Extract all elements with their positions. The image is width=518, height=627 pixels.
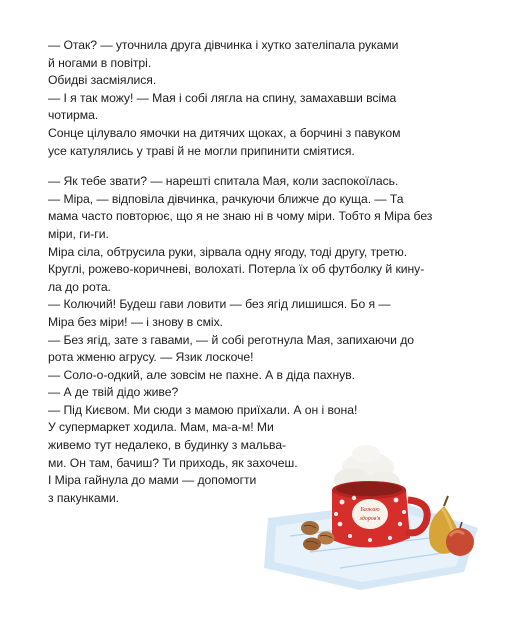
text-line: живемо тут недалеко, в будинку з мальва- (48, 438, 287, 453)
text-line: Сонце цілувало ямочки на дитячих щоках, а борчині з павуком (48, 125, 401, 140)
svg-text:здоров'я: здоров'я (359, 516, 381, 522)
text-line: усе катулялись у траві й не могли припинити сміятися. (48, 143, 355, 158)
text-line: — І я так можу! — Мая і собі лягла на спину, замахавши всіма (48, 90, 397, 105)
story-text (48, 37, 453, 507)
text-line: мама часто повторює, що я не знаю ні в чому міри. Тобто я Міра без (48, 209, 433, 224)
text-line: чотирма. (48, 108, 99, 123)
text-line: Міра сіла, обтрусила руки, зірвала одну ягоду, тоді другу, третю. (48, 244, 408, 259)
cup-and-fruit-illustration (250, 440, 490, 600)
text-line: — Під Києвом. Ми сюди з мамою приїхали. А он і вона! (48, 402, 358, 417)
text-line: Обидві засміялися. (48, 73, 157, 88)
text-line: й ногами в повітрі. (48, 55, 152, 70)
text-line: — Міра, — відповіла дівчинка, рачкуючи ближче до куща. — Та (48, 191, 404, 206)
text-line: — Колючий! Будеш гави ловити — без ягід лишишся. Бо я — (48, 297, 391, 312)
svg-text:Бажаю: Бажаю (360, 507, 380, 513)
text-line: з пакунками. (48, 490, 119, 505)
section-gap (48, 160, 453, 173)
cup-label (352, 499, 388, 529)
text-line: — Без ягід, зате з гавами, — й собі реготнула Мая, запихаючи до (48, 332, 415, 347)
text-line: — Як тебе звати? — нарешті спитала Мая, коли заспокоїлась. (48, 174, 399, 189)
text-line: ми. Он там, бачиш? Ти приходь, як захочеш. (48, 455, 298, 470)
text-line: — А де твій дідо живе? (48, 385, 179, 400)
text-line: — Отак? — уточнила друга дівчинка і хутко зателіпала руками (48, 38, 399, 52)
text-line: І Міра гайнула до мами — допомогти (48, 473, 257, 488)
text-line: міри, ги-ги. (48, 226, 109, 241)
text-line: ла до рота. (48, 279, 111, 294)
text-line: Круглі, рожево-коричневі, волохаті. Потерла їх об футболку й кину- (48, 262, 425, 277)
text-line: рота жменю агрусу. — Язик лоскоче! (48, 350, 254, 365)
text-line: У супермаркет ходила. Мам, ма-а-м! Ми (48, 420, 274, 435)
text-line: — Соло-о-одкий, але зовсім не пахне. А в діда пахнув. (48, 367, 355, 382)
text-line: Міра без міри! — і знову в сміх. (48, 314, 223, 329)
